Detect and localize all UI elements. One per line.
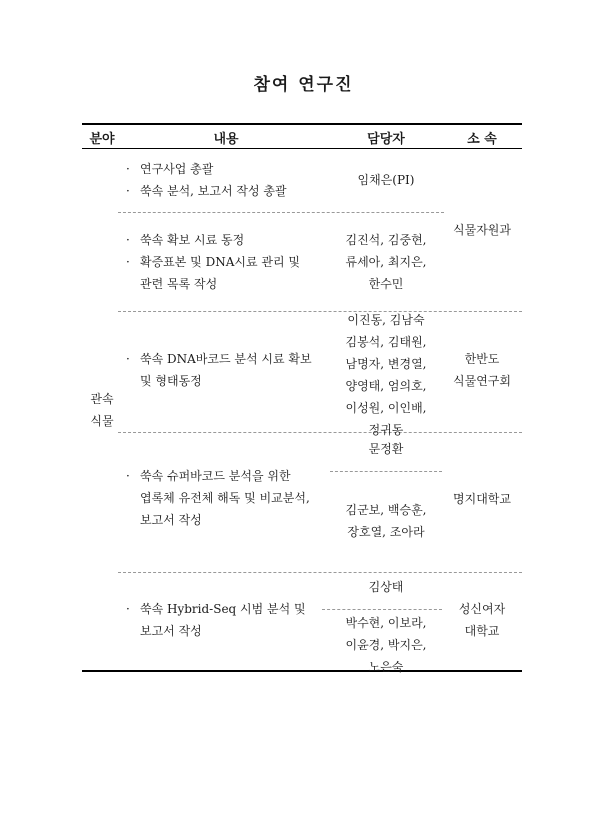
row-separator xyxy=(118,572,522,573)
field-cell xyxy=(82,388,122,432)
staff-cell xyxy=(330,499,442,543)
content-text: 엽록체 유전체 해독 및 비교분석, xyxy=(140,491,310,505)
staff-line: 김군보, 백승훈, xyxy=(345,503,427,517)
staff-separator xyxy=(330,471,442,472)
staff-line: 한수민 xyxy=(368,277,404,291)
table-bottom-rule xyxy=(82,670,522,672)
staff-line: 정귀동 xyxy=(368,423,404,437)
header-field: 분야 xyxy=(89,132,115,147)
field-line: 식물 xyxy=(90,414,114,428)
affiliation-line: 대학교 xyxy=(464,624,500,638)
content-line xyxy=(124,251,330,273)
affiliation-cell xyxy=(442,348,522,392)
content-line xyxy=(124,465,330,487)
content-line xyxy=(124,598,330,620)
affiliation-line: 식물자원과 xyxy=(453,223,511,237)
content-line xyxy=(124,273,330,295)
content-line xyxy=(124,348,330,370)
content-cell xyxy=(124,348,330,392)
staff-cell xyxy=(330,576,442,598)
affiliation-cell xyxy=(442,488,522,510)
staff-line: 박수현, 이보라, xyxy=(345,616,427,630)
staff-line: 이진동, 김남숙 xyxy=(347,313,425,327)
content-cell xyxy=(124,158,330,202)
content-text: 쑥속 Hybrid-Seq 시범 분석 및 xyxy=(140,602,306,616)
staff-line: 장호열, 조아라 xyxy=(347,525,425,539)
staff-line: 문정환 xyxy=(368,442,404,456)
staff-line: 이성원, 이인배, xyxy=(345,401,427,415)
bullet-icon: · xyxy=(126,352,130,366)
header-staff: 담당자 xyxy=(367,132,405,147)
row-separator xyxy=(118,432,522,433)
content-line xyxy=(124,158,330,180)
bullet-icon: · xyxy=(126,469,130,483)
staff-cell xyxy=(330,309,442,441)
affiliation-cell xyxy=(442,219,522,241)
affiliation-line: 식물연구회 xyxy=(453,374,511,388)
content-text: 쑥속 슈퍼바코드 분석을 위한 xyxy=(140,469,291,483)
content-text: 보고서 작성 xyxy=(140,624,202,638)
content-line xyxy=(124,487,330,509)
content-text: 쑥속 DNA바코드 분석 시료 확보 xyxy=(140,352,312,366)
content-cell xyxy=(124,229,330,295)
content-line xyxy=(124,620,330,642)
staff-line: 김상태 xyxy=(368,580,404,594)
staff-cell xyxy=(330,169,442,191)
bullet-icon: · xyxy=(126,255,130,269)
staff-line: 임채은(PI) xyxy=(357,173,415,187)
bullet-icon: · xyxy=(126,233,130,247)
staff-line: 김진석, 김중현, xyxy=(345,233,427,247)
staff-cell xyxy=(330,438,442,460)
content-text: 확증표본 및 DNA시료 관리 및 xyxy=(140,255,300,269)
content-text: 쑥속 분석, 보고서 작성 총괄 xyxy=(140,184,287,198)
table-top-rule xyxy=(82,123,522,125)
content-text: 연구사업 총괄 xyxy=(140,162,214,176)
bullet-icon: · xyxy=(126,162,130,176)
staff-line: 류세아, 최지은, xyxy=(345,255,427,269)
content-line xyxy=(124,509,330,531)
staff-line: 양영태, 엄의호, xyxy=(345,379,427,393)
row-separator xyxy=(118,212,444,213)
row-separator xyxy=(118,311,522,312)
content-cell xyxy=(124,598,330,642)
content-text: 및 형태동정 xyxy=(140,374,202,388)
content-cell xyxy=(124,465,330,531)
content-line xyxy=(124,370,330,392)
affiliation-cell xyxy=(442,598,522,642)
content-text: 쑥속 확보 시료 동정 xyxy=(140,233,245,247)
affiliation-line: 명지대학교 xyxy=(453,492,511,506)
bullet-icon: · xyxy=(126,602,130,616)
header-content: 내용 xyxy=(213,132,239,147)
staff-separator xyxy=(322,609,442,610)
content-line xyxy=(124,180,330,202)
header-bottom-rule xyxy=(82,148,522,149)
field-line: 관속 xyxy=(90,392,114,406)
staff-cell xyxy=(330,229,442,295)
staff-cell xyxy=(330,612,442,678)
content-text: 관련 목록 작성 xyxy=(140,277,218,291)
staff-line: 노은숙 xyxy=(368,660,404,674)
content-line xyxy=(124,229,330,251)
staff-line: 남명자, 변경열, xyxy=(345,357,427,371)
affiliation-line: 성신여자 xyxy=(458,602,506,616)
affiliation-line: 한반도 xyxy=(464,352,500,366)
staff-line: 김봉석, 김태원, xyxy=(345,335,427,349)
bullet-icon: · xyxy=(126,184,130,198)
staff-line: 이윤경, 박지은, xyxy=(345,638,427,652)
header-affiliation: 소 속 xyxy=(467,132,497,147)
content-text: 보고서 작성 xyxy=(140,513,202,527)
page-title: 참여 연구진 xyxy=(253,75,354,95)
